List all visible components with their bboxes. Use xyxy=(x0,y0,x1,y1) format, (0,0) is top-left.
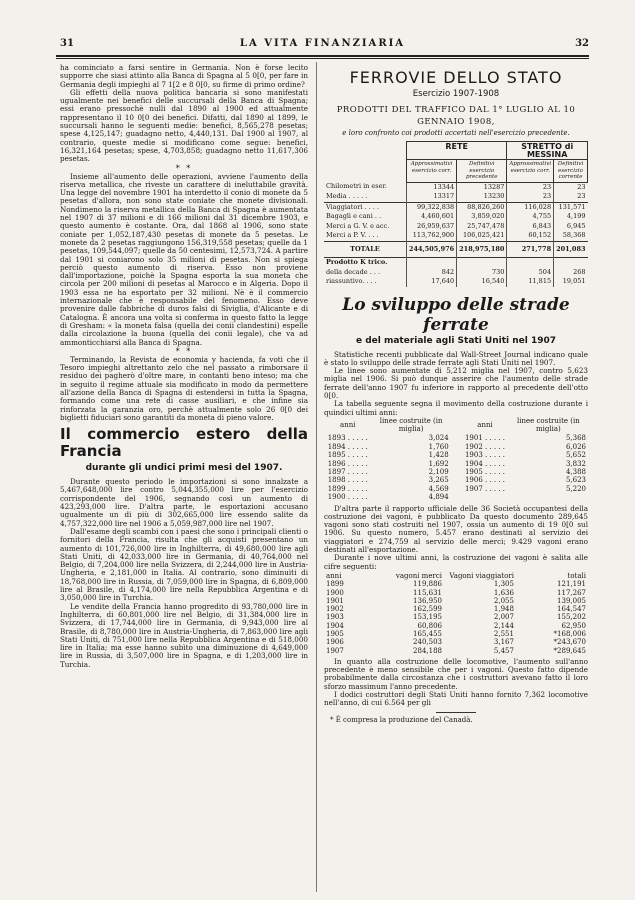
cell-value: 115,631 xyxy=(413,588,442,597)
cell-value: 62,950 xyxy=(561,621,586,630)
table-subheader: Definitivi esercizio precedente xyxy=(457,160,507,183)
row-label: Viaggiatori . . . . xyxy=(324,202,406,212)
page-number-right: 32 xyxy=(575,38,589,49)
footnote-rule xyxy=(436,712,476,713)
spacer xyxy=(451,434,462,442)
row-label: Prodotto K trico. xyxy=(324,258,406,268)
column-header: totali xyxy=(567,571,586,580)
cell-value: *243,670 xyxy=(553,638,586,647)
cell-value: 60,152 xyxy=(507,231,554,241)
row-label: Media . . . . . xyxy=(326,192,368,200)
miles-cell xyxy=(509,493,588,501)
year-cell: 1895 . . . . . xyxy=(327,451,368,460)
miles-table-header xyxy=(324,417,588,433)
miles-cell: 5,623 xyxy=(565,476,586,485)
year-cell: 1906 xyxy=(326,638,344,647)
traffic-table xyxy=(324,141,588,287)
cell-value: 17,640 xyxy=(406,277,456,287)
miles-table xyxy=(324,434,588,501)
article-subheading: e del materiale agli Stati Uniti nel 1907 xyxy=(355,335,557,346)
paragraph: Dall'esame degli scambi con i paesi che sono i principali clienti o fornitori della Francia, risulta che gli acquisti presentano un aumento di 101,726,000 lire in Inghilterra, di 49,680,000 lire agli Stati Uniti, di 42,033,000 lire in Germania, di 40,764,000 nel Belgio, di 7,204,000 lire nella Svizzera, di 2,244,000 lire in Austria-Ungheria, e 2,181,000 in Italia. Al contrario, sono diminuiti di 18,768,000 lire in Russia, di 7,059,000 lire in Spagna, di 6,809,000 lire al Brasile, di 4,174,000 lire nella Repubblica Argentina e di 3,050,000 lire in Turchia. xyxy=(60,526,308,603)
page-header xyxy=(56,38,589,54)
paragraph: Terminando, la Revista de economia y hacienda, fa voti che il Tesoro impieghi altrettanto zelo che nel passato a rimborsare il residuo dei pagherò d'oltre mare, in contanti beno inteso; ma che in seguito il regime attuale sia modificato in modo da permettere all'azione della Banca di Spagna di estendersi in tutta la Spagna, formando come una rete di casse ausiliari, e che infine sia rinforzata la garanzia oro, perchè attualmente solo 26 0[0 dei biglietti fiduciari sono garantiti da moneta di pieno valore. xyxy=(60,354,308,422)
railway-box-title: FERROVIE DELLO STATO xyxy=(349,68,563,87)
cell-value: 4,460,601 xyxy=(406,212,456,222)
table-row xyxy=(324,443,588,451)
table-row xyxy=(324,434,588,442)
cell-value: 23 xyxy=(507,192,554,202)
cell-value: 13230 xyxy=(457,192,507,202)
cell-value: 162,599 xyxy=(413,605,442,614)
cell-value: 88,826,260 xyxy=(457,202,507,212)
miles-cell: 5,652 xyxy=(565,451,586,460)
table-row xyxy=(324,182,588,192)
year-cell: 1902 . . . . . xyxy=(464,442,506,451)
table-row xyxy=(324,241,588,258)
cell-value: 1,948 xyxy=(493,605,514,614)
cell-value: 139,005 xyxy=(557,596,586,605)
cell-value: 5,457 xyxy=(493,646,514,655)
row-label: Bagagli e cani . . xyxy=(326,212,382,220)
cell-value: 119,886 xyxy=(413,580,442,589)
table-row xyxy=(324,580,588,588)
footnote: * È compresa la produzione del Canadà. xyxy=(330,715,473,724)
column-header: anni xyxy=(326,571,342,580)
cell-value: 13287 xyxy=(457,182,507,192)
section-stars: * * xyxy=(175,163,193,173)
table-row xyxy=(324,589,588,597)
cell-value: 842 xyxy=(406,268,456,278)
paragraph: In quanto alla costruzione delle locomotive, l'aumento sull'anno precedente è meno sensibile che per i vagoni. Questo fatto dipende probabilmente dalla circostanza che i costruttori avevano fatto il loro sforzo massimum l'anno precedente. xyxy=(324,656,588,691)
cell-value: 117,267 xyxy=(557,588,586,597)
paragraph: Durante i nove ultimi anni, la costruzione dei vagoni è salita alle cifre seguenti: xyxy=(324,553,588,571)
table-row xyxy=(324,605,588,613)
row-label: Merci a P. V. . . . xyxy=(326,231,379,239)
table-row xyxy=(324,451,588,459)
row-label: riassuntivo. . . . xyxy=(326,277,377,285)
spacer xyxy=(451,460,462,468)
table-group-header: RETE xyxy=(406,142,506,160)
paragraph: D'altra parte il rapporto ufficiale delle 36 Società occupantesi della costruzione dei vagoni, è pubblicato Da questo documento 289,645 vagoni sono stati costruiti nel 1907, ossia un aumento di 19 0[0 sul 1906. Su questo numero, 5.457 erano destinati al servizio dei viaggiatori e 274,759 al servizio delle merci; 9.429 vagoni erano destinati all'esportazione. xyxy=(324,503,588,555)
year-cell: 1893 . . . . . xyxy=(327,434,368,443)
header-rule-thin xyxy=(56,58,589,59)
cell-value: 2,007 xyxy=(493,613,514,622)
column-header: vagoni merci xyxy=(395,571,442,580)
table-row xyxy=(324,485,588,493)
paragraph: I dodici costruttori degli Stati Uniti hanno fornito 7,362 locomotive nell'anno, di cui 6.564 per gli xyxy=(324,690,588,708)
cell-value: 23 xyxy=(554,192,588,202)
column-header: anni xyxy=(477,420,493,429)
paragraph: La tabella seguente segna il movimento della costruzione durante i quindici ultimi anni: xyxy=(324,399,588,417)
row-label: della decade . . . xyxy=(326,267,381,276)
article-subheading: durante gli undici primi mesi del 1907. xyxy=(85,463,283,474)
table-row xyxy=(324,597,588,605)
miles-cell: 2,109 xyxy=(428,467,449,476)
miles-cell: 5,368 xyxy=(565,434,586,443)
year-cell: 1903 xyxy=(326,613,344,622)
cell-value xyxy=(406,258,456,268)
column-header: Vagoni viaggiatori xyxy=(449,571,514,580)
table-row xyxy=(324,630,588,638)
page-number-left: 31 xyxy=(60,38,74,49)
column-separator xyxy=(316,62,317,892)
cell-value xyxy=(457,258,507,268)
section-stars: * * xyxy=(175,346,193,356)
cell-value: 4,755 xyxy=(507,212,554,222)
cell-value: 19,051 xyxy=(554,277,588,287)
row-label: Merci a G. V. e acc. xyxy=(326,221,390,230)
cell-value: *289,645 xyxy=(553,646,586,655)
cell-value: 23 xyxy=(507,182,554,192)
miles-cell: 1,428 xyxy=(428,451,449,460)
cell-value: 165,455 xyxy=(413,629,442,638)
cell-value: 1,305 xyxy=(493,580,514,589)
cell-value: 2,055 xyxy=(493,596,514,605)
cell-value: 13317 xyxy=(406,192,456,202)
cell-value: 60,806 xyxy=(417,621,442,630)
paragraph: Le vendite della Francia hanno progredito di 93,780,000 lire in Inghilterra, di 60,801,000 lire nel Belgio, di 31,384,000 lire in Svizzera, di 17,744,000 lire in Germania, di 9,943,000 lire al Brasile, di 8,780,000 lire in Austria-Ungheria, di 7,863,000 lire agli Stati Uniti, di 751,000 lire nella Repubblica Argentina e di 518,000 lire in Italia; ma esse hanno subìto una diminuzione di 4,649,000 lire in Russia, di 3,507,000 lire in Spagna, e di 1,203,000 lire in Turchia. xyxy=(60,601,308,669)
miles-cell: 3,024 xyxy=(428,434,449,443)
right-column xyxy=(324,64,588,724)
year-cell: 1900 . . . . . xyxy=(327,493,368,502)
cell-value: 240,503 xyxy=(413,638,442,647)
year-cell: 1904 . . . . . xyxy=(464,459,506,468)
railway-box-subtitle: Esercizio 1907-1908 xyxy=(412,89,500,99)
year-cell: 1897 . . . . . xyxy=(327,467,368,476)
cell-value: 3,167 xyxy=(493,638,514,647)
cell-value: 113,762,900 xyxy=(406,231,456,241)
miles-cell: 1,760 xyxy=(428,442,449,451)
year-cell: 1899 xyxy=(326,580,344,589)
cell-value: 268 xyxy=(554,268,588,278)
cell-value: 730 xyxy=(457,268,507,278)
table-row xyxy=(324,192,588,202)
spacer xyxy=(451,443,462,451)
table-subheader: Definitivi esercizio corrente xyxy=(554,160,588,183)
table-row xyxy=(324,476,588,484)
year-cell: 1898 . . . . . xyxy=(327,476,368,485)
cell-value: 4,199 xyxy=(554,212,588,222)
cell-value: 2,144 xyxy=(493,621,514,630)
year-cell xyxy=(461,493,509,501)
row-label: TOTALE xyxy=(324,241,406,258)
year-cell: 1899 . . . . . xyxy=(327,484,368,493)
spacer xyxy=(451,451,462,459)
cell-value: 25,747,478 xyxy=(457,222,507,232)
table-row xyxy=(324,493,588,501)
cell-value: 121,191 xyxy=(557,580,586,589)
cell-value: 16,540 xyxy=(457,277,507,287)
year-cell: 1901 . . . . . xyxy=(464,434,506,443)
year-cell: 1904 xyxy=(326,621,344,630)
column-header: anni xyxy=(340,420,356,429)
spacer xyxy=(451,468,462,476)
cell-value: 13344 xyxy=(406,182,456,192)
table-row xyxy=(324,268,588,278)
cell-value: 2,551 xyxy=(493,629,514,638)
table-row xyxy=(324,460,588,468)
paragraph: Insieme all'aumento delle operazioni, avviene l'aumento della riserva metallica, che riveste un carattere di ineluttabile gravità. Una legge del novembre 1901 ha interdetto il conio di monete da 5 pesetas d'allora, non sono state coniate che monete divisionali. Nondimeno la riserva metallica della Banca di Spagna è aumentata nel 1907 di 37 milioni e di 166 milioni dal 31 dicembre 1903, e questo aumento è costante. Ora, dal 1868 al 1906, sono state coniate per 1,052,187,430 pesetas di monete da 5 pesetas. Le monete da 2 pesetas raggiungono 156,319,558 pesetas; quelle da 1 pesetas, 109,544,097; quelle da 50 centesimi, 12,573,724. A partire dal 1901 si coniarono solo 35 milioni di pesetas. Non si spiega perciò questo aumento di riserva. Esso non proviene dall'importazione, poichè la Spagna esporta la sua moneta che circola per 200 milioni di pesetas al Marocco e in Algeria. Dopo il 1903 essa ne ha esportato per 32 milioni. Nè è il commercio internazionale che è responsabile del fenomeno. Esso deve provenire dalle fabbriche di duros falsi di Siviglia, d'Alicante e di Catalogna. È ancora una volta si conferma in questo fatto la legge di Gresham: « la moneta falsa (quella dei conii clandestini) espelle dalla circolazione la buona (quella dei conii legale), che va ad ammonticchiarsi alla Banca di Spagna. xyxy=(60,171,308,347)
cell-value: 153,195 xyxy=(413,613,442,622)
running-title: LA VITA FINANZIARIA xyxy=(239,38,406,49)
spacer xyxy=(451,485,462,493)
year-cell: 1902 xyxy=(326,605,344,614)
railway-box-period: PRODOTTI DEL TRAFFICO DAL 1° LUGLIO AL 10 GENNAIO 1908, xyxy=(336,105,576,127)
cell-value: 201,083 xyxy=(554,241,588,258)
year-cell: 1900 xyxy=(326,588,344,597)
cell-value: 6,945 xyxy=(554,222,588,232)
cell-value: 284,188 xyxy=(413,646,442,655)
paragraph: Le linee sono aumentate di 5,212 miglia nel 1907, contro 5,623 miglia nel 1906. Si può dunque asserire che l'aumento delle strade ferrate dell'anno 1907 fu inferiore in rapporto al precedente dell'otto 0[0. xyxy=(324,366,588,400)
column-header: linee costruite (in miglia) xyxy=(379,416,443,434)
column-header: linee costruite (in miglia) xyxy=(516,416,580,434)
year-cell: 1907 . . . . . xyxy=(464,484,506,493)
table-row xyxy=(324,231,588,241)
wagons-table xyxy=(324,572,588,655)
year-cell: 1901 xyxy=(326,596,344,605)
cell-value: 244,505,976 xyxy=(406,241,456,258)
paragraph: Durante questo periodo le importazioni si sono innalzate a 5,467,648,000 lire contro 5,044,355,000 lire per l'esercizio corrispondente del 1906, segnando così un aumento di 423,293,000 lire. D'altra parte, le esportazioni accusano ugualmente un di più di 302,665,000 lire essendo salite da 4,757,322,000 lire nel 1906 a 5,059,987,000 lire nel 1907. xyxy=(60,477,308,528)
header-rule xyxy=(56,55,589,57)
cell-value: 99,322,838 xyxy=(406,202,456,212)
cell-value xyxy=(507,258,554,268)
miles-cell: 6,026 xyxy=(565,442,586,451)
year-cell: 1905 . . . . . xyxy=(464,467,506,476)
paragraph: Statistiche recenti pubblicate dal Wall-Street Journal indicano quale è stato lo sviluppo delle strade ferrate agli Stati Uniti nel 1907. xyxy=(324,349,588,367)
miles-cell: 1,692 xyxy=(428,459,449,468)
paragraph: Gli effetti della nuova politica bancaria si sono manifestati ugualmente nei benefici delle succursali della Banca di Spagna; essi erano pressochè nulli dal 1890 al 1900 ed attualmente rappresentano il 10 0[0 dei benefici. Difatti, dal 1890 al 1899, le succursali hanno le seguenti medie: benefici, 8,565,278 pesetas; spese 4,125,147; guadagno netto, 4,440,131. Dal 1900 al 1907, al contrario, queste medie si modificano come segue: benefici, 16,321,164 pesetas; spese, 4,703,858; guadagno netto 11,617,306 pesetas. xyxy=(60,87,308,164)
table-row xyxy=(324,638,588,646)
table-row xyxy=(324,212,588,222)
cell-value: 106,025,421 xyxy=(457,231,507,241)
left-column xyxy=(60,64,308,669)
miles-cell: 4,569 xyxy=(428,484,449,493)
table-group-header: STRETTO di MESSINA xyxy=(507,142,588,160)
table-row xyxy=(324,222,588,232)
miles-cell: 5,220 xyxy=(565,484,586,493)
cell-value: 218,975,180 xyxy=(457,241,507,258)
miles-cell: 4,894 xyxy=(428,493,449,502)
spacer xyxy=(451,476,462,484)
cell-value: 3,859,020 xyxy=(457,212,507,222)
miles-cell: 3,265 xyxy=(428,476,449,485)
cell-value xyxy=(554,258,588,268)
miles-cell: 3,832 xyxy=(565,459,586,468)
year-cell: 1894 . . . . . xyxy=(327,442,368,451)
cell-value: 271,778 xyxy=(507,241,554,258)
paragraph: ha cominciato a farsi sentire in Germania. Non è forse lecito supporre che siasi attinto alla Banca di Spagna al 5 0[0, per fare in Germania degli impieghi al 7 1[2 e 8 0[0, su firme di primo ordine? xyxy=(60,63,308,89)
cell-value: 116,028 xyxy=(507,202,554,212)
year-cell: 1906 . . . . . xyxy=(464,476,506,485)
table-subheader: Approssimativi esercizio corr. xyxy=(507,160,554,183)
article-heading: Il commercio estero della Francia xyxy=(60,425,308,461)
table-row xyxy=(324,202,588,212)
row-label: Chilometri in eser. xyxy=(326,182,387,190)
year-cell: 1907 xyxy=(326,646,344,655)
cell-value: 136,950 xyxy=(413,596,442,605)
cell-value: 155,202 xyxy=(557,613,586,622)
cell-value: *168,006 xyxy=(553,629,586,638)
spacer xyxy=(451,493,462,501)
table-row xyxy=(324,277,588,287)
cell-value: 23 xyxy=(554,182,588,192)
cell-value: 58,368 xyxy=(554,231,588,241)
cell-value: 504 xyxy=(507,268,554,278)
cell-value: 1,636 xyxy=(493,588,514,597)
cell-value: 164,547 xyxy=(557,605,586,614)
cell-value: 6,843 xyxy=(507,222,554,232)
cell-value: 11,815 xyxy=(507,277,554,287)
cell-value: 26,959,637 xyxy=(406,222,456,232)
cell-value: 131,571 xyxy=(554,202,588,212)
table-row xyxy=(324,258,588,268)
table-subheader: Approssimativi esercizio corr. xyxy=(406,160,456,183)
table-row xyxy=(324,613,588,621)
year-cell: 1896 . . . . . xyxy=(327,459,368,468)
article-heading-fancy: Lo sviluppo delle strade ferrate xyxy=(342,294,570,335)
miles-cell: 4,388 xyxy=(565,467,586,476)
year-cell: 1903 . . . . . xyxy=(464,451,506,460)
railway-box-note: e loro confronto coi prodotti accertati nell'esercizio precedente. xyxy=(342,129,570,137)
table-row xyxy=(324,468,588,476)
year-cell: 1905 xyxy=(326,629,344,638)
table-row xyxy=(324,647,588,655)
table-row xyxy=(324,622,588,630)
